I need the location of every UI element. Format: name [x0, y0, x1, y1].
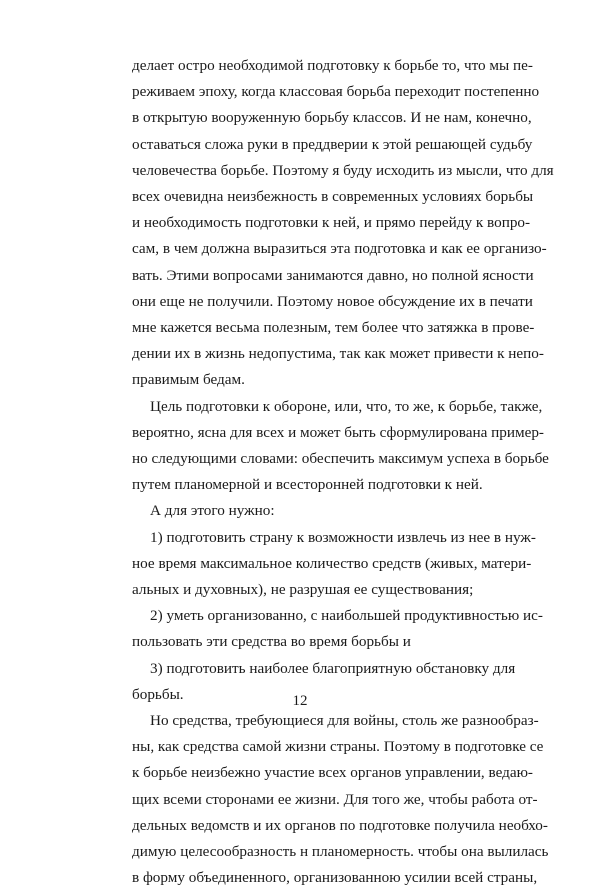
text-line: они еще не получили. Поэтому новое обсуждение их в печати: [132, 292, 533, 310]
text-line: делает остро необходимой подготовку к борьбе то, что мы пе-: [132, 57, 533, 74]
text-line: путем планомерной и всесторонней подготовки к ней.: [132, 476, 483, 494]
text-line: в открытую вооруженную борьбу классов. И не нам, конечно,: [132, 109, 532, 127]
text-line: Но средства, требующиеся для войны, столь же разнообраз-: [150, 712, 539, 729]
text-line: ны, как средства самой жизни страны. Поэтому в подготовке се: [132, 738, 544, 756]
text-line: всех очевидна неизбежность в современных условиях борьбы: [132, 188, 534, 205]
text-line: мне кажется весьма полезным, тем более что затяжка в прове-: [132, 319, 535, 336]
text-line: в форму объединенного, организованною усилии всей страны,: [132, 869, 538, 887]
text-line: пользовать эти средства во время борьбы и: [132, 633, 411, 651]
text-line: но следующими словами: обеспечить максимум успеха в борьбе: [132, 450, 549, 467]
text-line: 1) подготовить страну к возможности извлечь из нее в нуж-: [150, 528, 536, 546]
text-line: человечества борьбе. Поэтому я буду исходить из мысли, что для: [132, 161, 554, 179]
page-number: 12: [292, 693, 308, 709]
text-line: дельных ведомств и их органов по подготовке получила необхо-: [132, 816, 548, 834]
text-line: щих всеми сторонами ее жизни. Для того же, чтобы работа от-: [132, 790, 538, 808]
text-line: А для этого нужно:: [150, 502, 275, 520]
text-line: к борьбе неизбежно участие всех органов управлении, ведаю-: [132, 764, 533, 782]
text-line: сам, в чем должна выразиться эта подготовка и как ее организо-: [132, 240, 547, 258]
text-line: альных и духовных), не разрушая ее существования;: [132, 581, 474, 598]
text-line: Цель подготовки к обороне, или, что, то же, к борьбе, также,: [150, 397, 543, 415]
text-line: 2) уметь организованно, с наибольшей продуктивностью ис-: [150, 607, 543, 625]
text-line: реживаем эпоху, когда классовая борьба переходит постепенно: [132, 83, 540, 101]
text-line: и необходимость подготовки к ней, и прямо перейду к вопро-: [132, 214, 531, 232]
text-line: 3) подготовить наиболее благоприятную обстановку для: [150, 659, 516, 677]
text-line: правимым бедам.: [132, 371, 245, 389]
text-line: оставаться сложа руки в преддверии к этой решающей судьбу: [132, 135, 533, 153]
text-line: вероятно, ясна для всех и может быть сформулирована пример-: [132, 423, 544, 441]
text-line: дении их в жизнь недопустима, так как может привести к непо-: [132, 345, 544, 363]
text-line: ное время максимальное количество средств (живых, матери-: [132, 554, 532, 572]
text-line: борьбы.: [132, 685, 184, 703]
text-line: вать. Этими вопросами занимаются давно, но полной ясности: [132, 266, 534, 284]
text-line: димую целесообразность н планомерность. чтобы она вылилась: [132, 843, 549, 860]
